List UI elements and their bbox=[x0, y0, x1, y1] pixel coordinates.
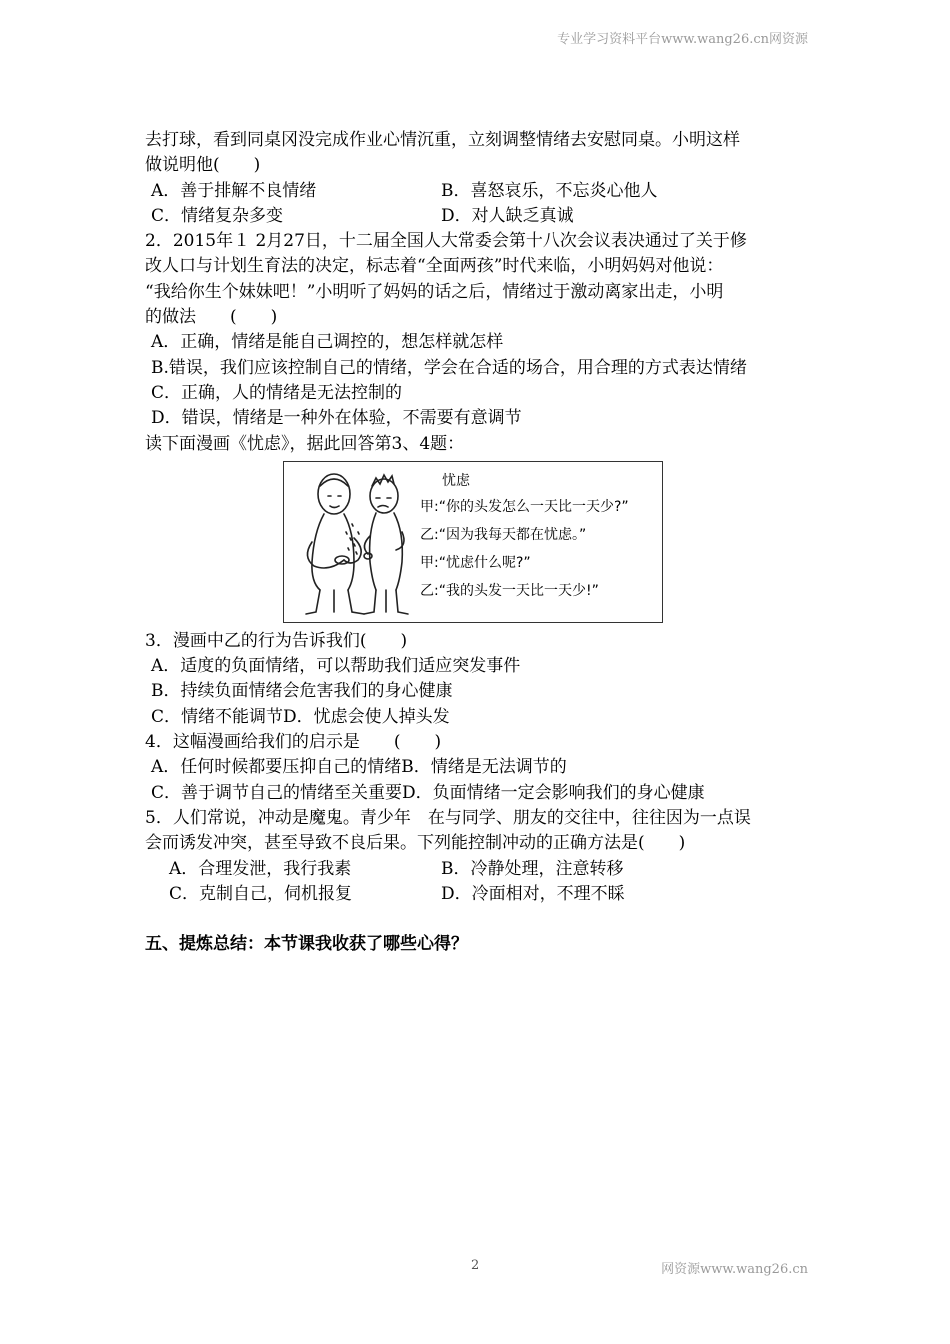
q2-option-d: D．错误，情绪是一种外在体验，不需要有意调节 bbox=[151, 408, 522, 429]
q5-options-row1 bbox=[145, 857, 815, 882]
q3-option-a: A．适度的负面情绪，可以帮助我们适应突发事件 bbox=[151, 656, 521, 677]
q2-line4: 的做法 ( ) bbox=[145, 307, 278, 328]
q3-option-b: B．持续负面情绪会危害我们的身心健康 bbox=[151, 681, 453, 702]
q4-stem: 4．这幅漫画给我们的启示是 ( ) bbox=[145, 732, 442, 753]
q5-option-c: C．克制自己，伺机报复 bbox=[169, 883, 353, 904]
q1-line1: 去打球，看到同桌冈没完成作业心情沉重，立刻调整情绪去安慰同桌。小明这样 bbox=[145, 130, 740, 150]
q2-option-b: B.错误，我们应该控制自己的情绪，学会在合适的场合，用合理的方式表达情绪 bbox=[151, 357, 747, 378]
q5-option-a: A．合理发泄，我行我素 bbox=[169, 858, 352, 879]
q1-options-row2 bbox=[145, 204, 815, 229]
q1-line2: 做说明他( ) bbox=[145, 155, 261, 176]
page-header-site: 专业学习资料平台www.wang26.cn网资源 bbox=[557, 32, 808, 47]
cartoon-dialogue-2: 乙:“因为我每天都在忧虑。” bbox=[420, 526, 587, 543]
document-body bbox=[145, 128, 815, 959]
q1-options-row1 bbox=[145, 179, 815, 204]
page-footer-site: 网资源www.wang26.cn bbox=[661, 1262, 808, 1277]
q5-option-d: D．冷面相对，不理不睬 bbox=[441, 883, 625, 904]
cartoon-dialogue-4: 乙:“我的头发一天比一天少!” bbox=[420, 582, 599, 599]
q2-option-c: C．正确，人的情绪是无法控制的 bbox=[151, 382, 403, 403]
q3-option-cd: C．情绪不能调节D．忧虑会使人掉头发 bbox=[151, 706, 450, 727]
q1-option-b: B．喜怒哀乐，不忘炎心他人 bbox=[441, 180, 658, 201]
q2-line1: 2．2015年１ 2月27日，十二届全国人大常委会第十八次会议表决通过了关于修 bbox=[145, 231, 747, 252]
q4-option-cd: C．善于调节自己的情绪至关重要D．负面情绪一定会影响我们的身心健康 bbox=[151, 782, 705, 803]
q5-options-row2 bbox=[145, 882, 815, 907]
cartoon-dialogue-1: 甲:“你的头发怎么一天比一天少?” bbox=[420, 498, 629, 515]
q1-option-d: D．对人缺乏真诚 bbox=[441, 205, 574, 226]
q5-line1: 5．人们常说，冲动是魔鬼。青少年 在与同学、朋友的交往中，往往因为一点误 bbox=[145, 807, 751, 828]
section-5-heading: 五、提炼总结：本节课我收获了哪些心得？ bbox=[145, 934, 468, 955]
q1-option-a: A．善于排解不良情绪 bbox=[151, 180, 317, 201]
page-number: 2 bbox=[471, 1258, 480, 1273]
cartoon-intro: 读下面漫画《忧虑》，据此回答第3、4题： bbox=[145, 433, 465, 454]
cartoon-title: 忧虑 bbox=[442, 472, 470, 489]
q5-line2: 会而诱发冲突，甚至导致不良后果。下列能控制冲动的正确方法是( ) bbox=[145, 833, 686, 854]
q5-option-b: B．冷静处理，注意转移 bbox=[441, 858, 624, 879]
cartoon-figure bbox=[283, 461, 663, 623]
q2-line2: 改人口与计划生育法的决定，标志着“全面两孩”时代来临，小明妈妈对他说： bbox=[145, 256, 724, 277]
q2-option-a: A．正确，情绪是能自己调控的，想怎样就怎样 bbox=[151, 332, 504, 353]
q1-option-c: C．情绪复杂多变 bbox=[151, 205, 284, 226]
cartoon-dialogue-3: 甲:“忧虑什么呢?” bbox=[420, 554, 531, 571]
q4-option-ab: A．任何时候都要压抑自己的情绪B．情绪是无法调节的 bbox=[151, 757, 567, 778]
q3-stem: 3．漫画中乙的行为告诉我们( ) bbox=[145, 630, 408, 651]
q2-line3: “我给你生个妹妹吧！”小明听了妈妈的话之后，情绪过于激动离家出走，小明 bbox=[145, 281, 724, 302]
